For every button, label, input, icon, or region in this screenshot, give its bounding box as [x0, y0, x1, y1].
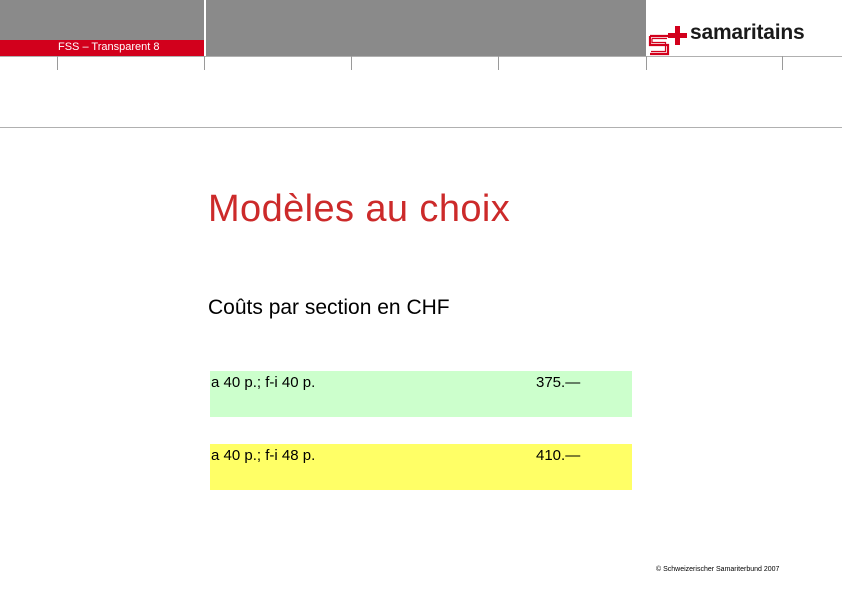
header-rule [0, 56, 842, 57]
content-rule [0, 127, 842, 128]
logo-wordmark: samaritains [690, 21, 805, 44]
price-row [210, 444, 632, 490]
model-label: a 40 p.; f-i 48 p. [211, 447, 316, 464]
s-cross-logo-icon [648, 20, 692, 56]
grid-tick [646, 56, 647, 70]
page-title: Modèles au choix [208, 188, 511, 230]
price-row [210, 371, 632, 417]
slide-label-strip [0, 40, 204, 56]
slide-label: FSS – Transparent 8 [58, 41, 160, 53]
header-divider [204, 0, 206, 56]
grid-tick [498, 56, 499, 70]
copyright-notice: © Schweizerischer Samariterbund 2007 [656, 566, 780, 573]
page-subtitle: Coûts par section en CHF [208, 296, 450, 319]
model-price: 375.— [536, 374, 581, 391]
grid-tick [351, 56, 352, 70]
samaritains-logo [648, 20, 838, 56]
grid-tick [204, 56, 205, 70]
grid-tick [782, 56, 783, 70]
model-label: a 40 p.; f-i 40 p. [211, 374, 316, 391]
model-price: 410.— [536, 447, 581, 464]
grid-tick [57, 56, 58, 70]
